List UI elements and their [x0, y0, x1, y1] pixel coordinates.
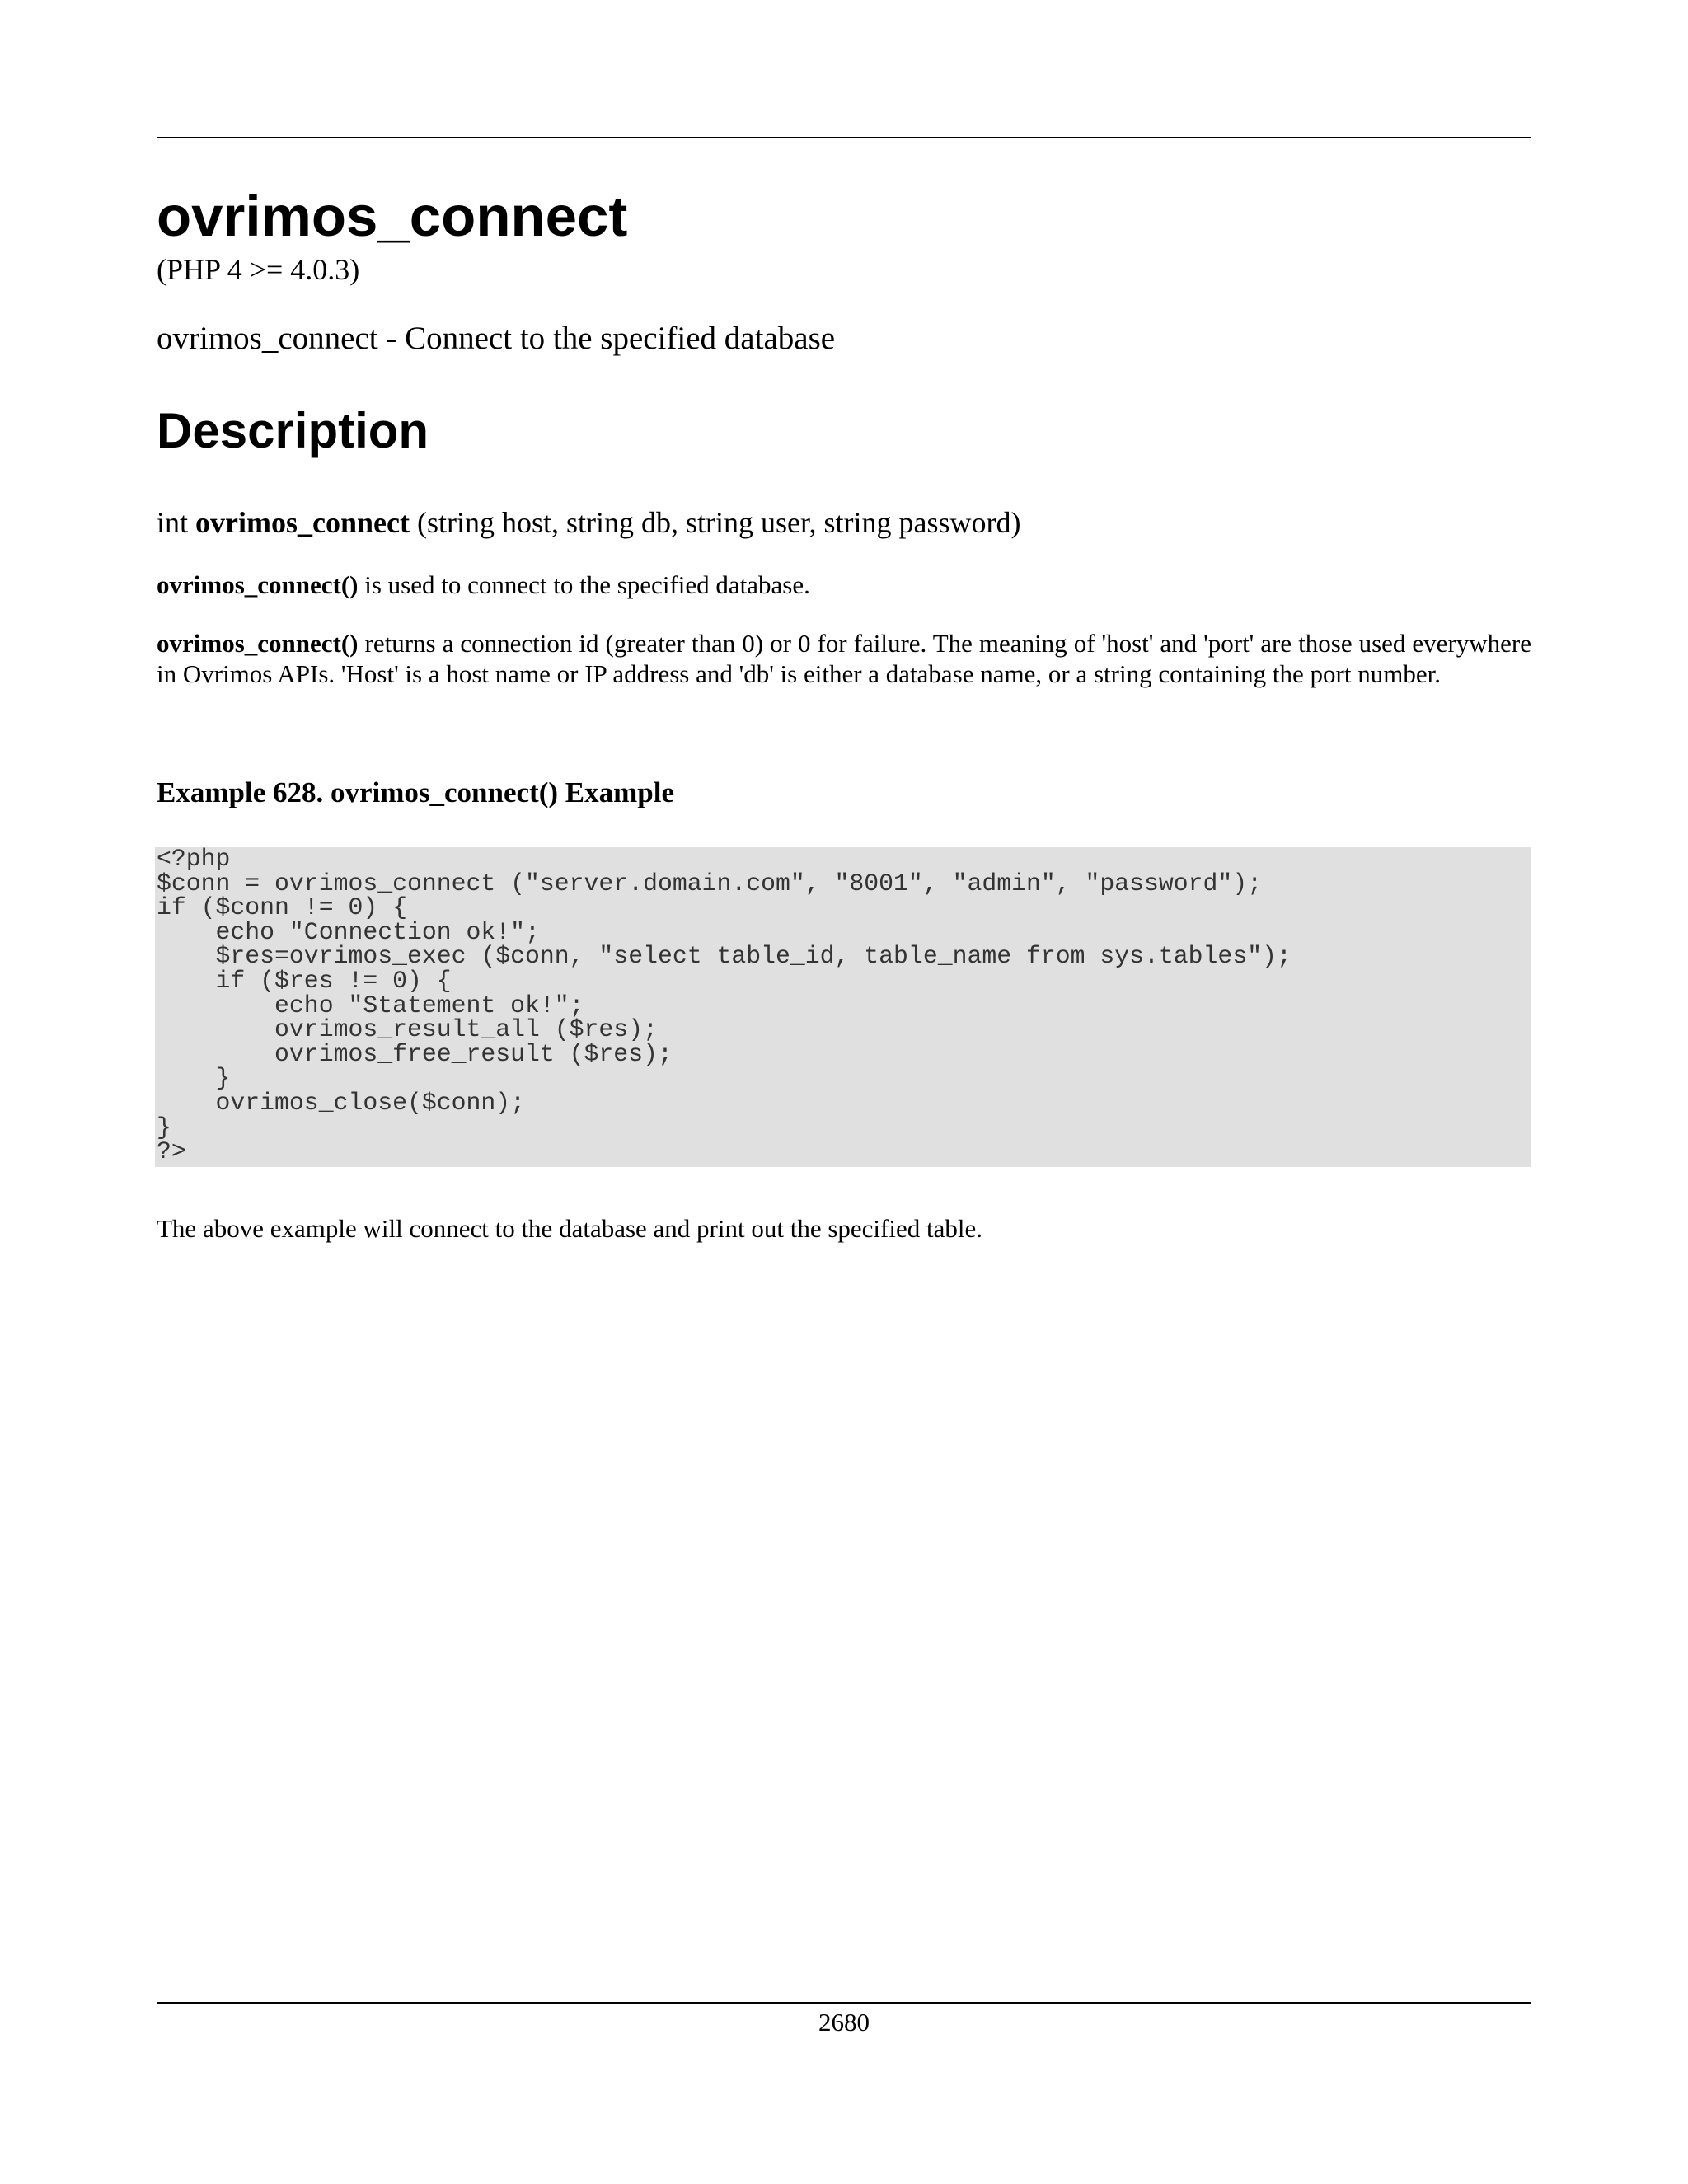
manual-page	[157, 0, 1531, 2184]
page-number: 2680	[818, 2008, 870, 2036]
description-paragraph-1	[157, 569, 1531, 600]
page-title: ovrimos_connect	[157, 185, 628, 248]
synopsis-params: (string host, string db, string user, string password)	[416, 506, 1021, 539]
paragraph-text: is used to connect to the specified database.	[358, 570, 810, 599]
function-purpose: ovrimos_connect - Connect to the specified database	[157, 321, 836, 356]
description-heading: Description	[157, 403, 429, 458]
version-info: (PHP 4 >= 4.0.3)	[157, 253, 360, 286]
function-synopsis	[157, 507, 1020, 540]
bottom-rule	[157, 2002, 1531, 2004]
top-rule	[157, 137, 1531, 138]
paragraph-text: returns a connection id (greater than 0) or 0 for failure. The meaning of 'host' and 'port' are those used everywhere in Ovrimos APIs. 'Host' is a host name or IP address and 'db' is either a database name, or a string containing the port number.	[157, 629, 1531, 688]
synopsis-return-type: int	[157, 506, 189, 539]
code-example: <?php $conn = ovrimos_connect ("server.domain.com", "8001", "admin", "password"); if ($conn != 0) { echo "Connection ok!"; $res=ovrimos_exec ($conn, "select table_id, table_name from sys.tables"); if ($res != 0) { echo "Statement ok!"; ovrimos_result_all ($res); ovrimos_free_result ($res); } ovrimos_close($conn); } ?>	[155, 847, 1531, 1167]
description-paragraph-2	[157, 628, 1531, 689]
synopsis-function-name: ovrimos_connect	[195, 506, 410, 539]
example-title: Example 628. ovrimos_connect() Example	[157, 776, 674, 808]
example-explanation: The above example will connect to the database and print out the specified table.	[157, 1214, 982, 1243]
function-reference: ovrimos_connect()	[157, 570, 359, 599]
function-reference: ovrimos_connect()	[157, 629, 359, 658]
